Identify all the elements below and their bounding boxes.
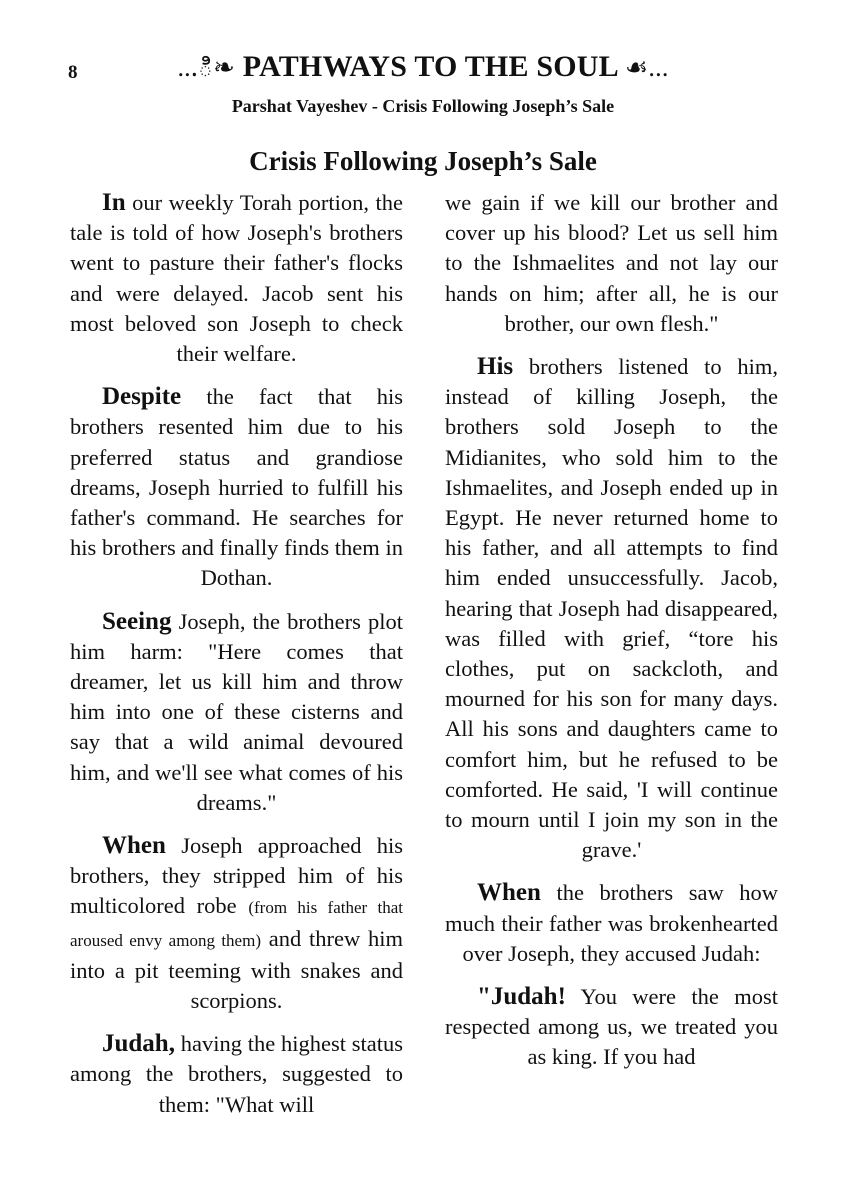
paragraph [445,352,778,865]
paragraph-text-continued: and threw him into a pit teeming with snakes and scorpions. [70,925,403,1014]
paragraph [445,188,778,339]
article-title: Crisis Following Joseph’s Sale [249,146,597,176]
paragraph-lead: Despite [102,383,182,411]
running-header [0,50,846,89]
chapter-subtitle: Parshat Vayeshev - Crisis Following Joseph’s Sale [231,96,615,116]
paragraph-lead: When [102,832,166,860]
paragraph-lead: In [102,189,126,216]
paragraph-lead: His [477,353,514,381]
paragraph-text: You were the most respected among us, we treated you as king. If you had [445,984,778,1070]
paragraph-text: Joseph approached his brothers, they stripped him of his multicolored robe [70,833,403,919]
paragraph-lead: "Judah! [477,983,566,1011]
paragraph-text: Joseph, the brothers plot him harm: "Here comes that dreamer, let us kill him and throw him into one of these cisterns and say that a wild animal devoured him, and we'll see what comes of his dreams." [70,608,403,815]
ornament-right-icon: ☙... [624,53,669,82]
paragraph-text: the brothers saw how much their father was brokenhearted over Joseph, they accused Judah: [445,880,778,966]
paragraph [70,1029,403,1120]
running-title: PATHWAYS TO THE SOUL [242,50,618,83]
right-column [445,188,778,1086]
paragraph [70,831,403,1016]
paragraph-text: our weekly Torah portion, the tale is told of how Joseph's brothers went to pasture their father's flocks and were delayed. Jacob sent his most beloved son Joseph to check their welfare. [70,190,403,367]
paragraph [70,382,403,593]
paragraph-text: the fact that his brothers resented him due to his preferred status and grandiose dreams, Joseph hurried to fulfill his father's command. He searches for his brothers and finally finds them in Dothan. [70,384,403,591]
paragraph-text: having the highest status among the brothers, suggested to them: "What will [70,1031,403,1117]
paragraph [70,188,403,369]
paragraph-text: we gain if we kill our brother and cover up his blood? Let us sell him to the Ishmaelites and not lay our hands on him; after all, he is our brother, our own flesh." [445,190,778,336]
left-column [70,188,403,1133]
paragraph-lead: When [477,879,541,907]
paragraph [70,607,403,818]
paragraph [445,878,778,969]
ornament-left-icon: ...ి❧ [177,53,236,82]
page-number: 8 [68,62,78,83]
paragraph-lead: Judah, [102,1030,175,1058]
paragraph-aside: (from his father that aroused envy among them) [70,898,403,950]
paragraph-lead: Seeing [102,607,172,635]
paragraph-text: brothers listened to him, instead of killing Joseph, the brothers sold Joseph to the Midianites, who sold him to the Ishmaelites, and Joseph ended up in Egypt. He never returned home to his father, and all attempts to find him ended unsuccessfully. Jacob, hearing that Joseph had disappeared, was filled with grief, “tore his clothes, put on sackcloth, and mourned for his son for many days. All his sons and daughters came to comfort him, but he refused to be comforted. He said, 'I will continue to mourn until I join my son in the grave.' [445,354,778,863]
paragraph [445,982,778,1073]
